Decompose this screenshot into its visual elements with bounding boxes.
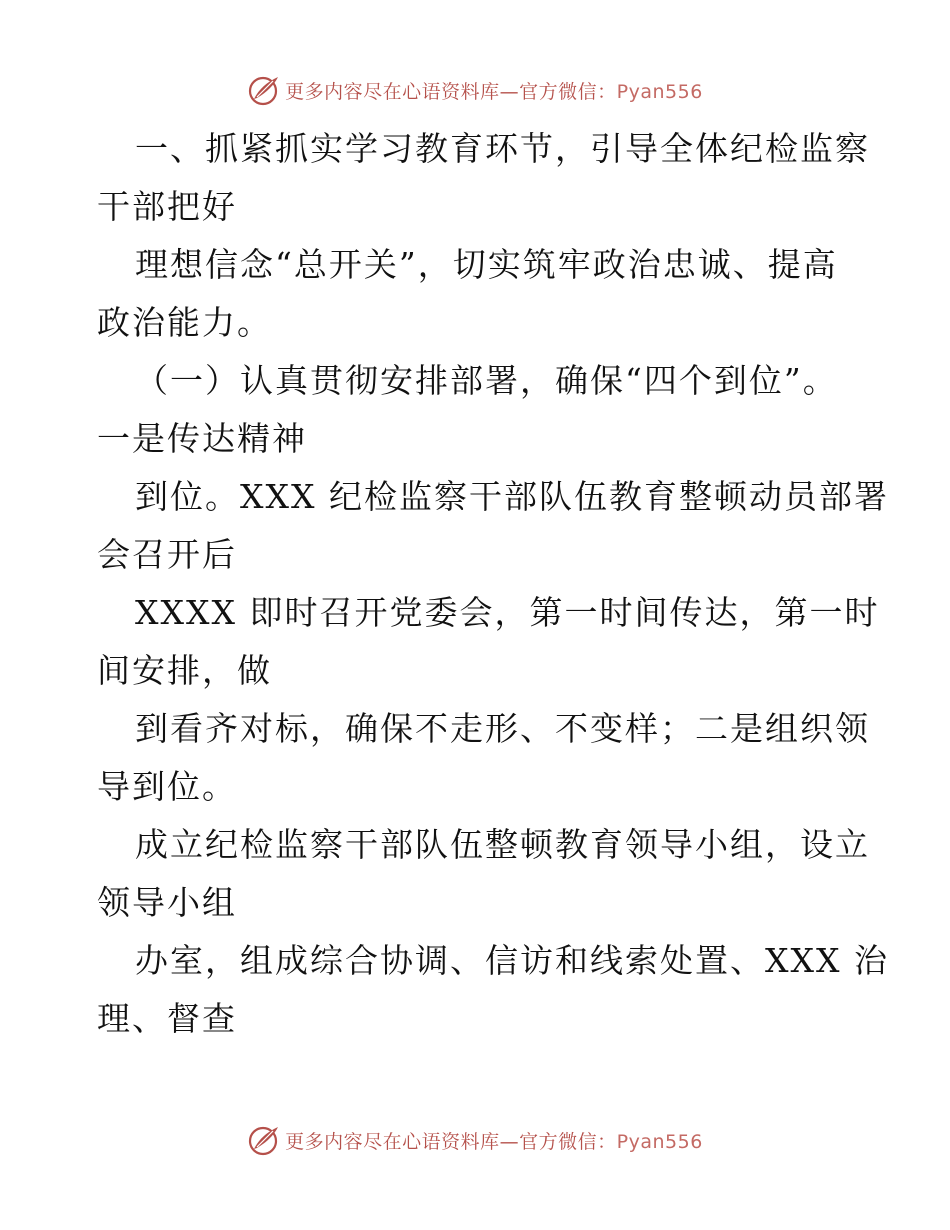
body-line: 到看齐对标，确保不走形、不变样；二是组织领 (135, 709, 870, 748)
body-line: 政治能力。 (97, 303, 272, 342)
body-line: 领导小组 (97, 883, 237, 922)
footer-watermark (0, 1120, 950, 1160)
feather-logo-icon (247, 73, 281, 107)
feather-logo-icon (247, 1123, 281, 1157)
body-line: （一）认真贯彻安排部署，确保“四个到位”。 (135, 361, 838, 400)
body-line: 成立纪检监察干部队伍整顿教育领导小组，设立 (135, 825, 870, 864)
watermark-text: 更多内容尽在心语资料库—官方微信：Pyan556 (285, 80, 703, 103)
body-line: 理、督查 (97, 999, 237, 1038)
watermark-text: 更多内容尽在心语资料库—官方微信：Pyan556 (285, 1130, 703, 1153)
watermark-handle: Pyan556 (616, 1130, 703, 1153)
header-watermark (0, 70, 950, 110)
document-body (97, 120, 889, 1048)
body-line: 到位。XXX 纪检监察干部队伍教育整顿动员部署 (135, 477, 889, 516)
body-line: XXXX 即时召开党委会，第一时间传达，第一时 (135, 593, 880, 632)
body-line: 间安排，做 (97, 651, 272, 690)
watermark-handle: Pyan556 (616, 80, 703, 103)
body-line: 办室，组成综合协调、信访和线索处置、XXX 治 (135, 941, 889, 980)
body-line: 导到位。 (97, 767, 237, 806)
body-line: 一是传达精神 (97, 419, 307, 458)
body-line: 干部把好 (97, 187, 237, 226)
body-line: 一、抓紧抓实学习教育环节，引导全体纪检监察 (135, 129, 870, 168)
body-line: 理想信念“总开关”，切实筑牢政治忠诚、提高 (135, 245, 838, 284)
body-line: 会召开后 (97, 535, 237, 574)
